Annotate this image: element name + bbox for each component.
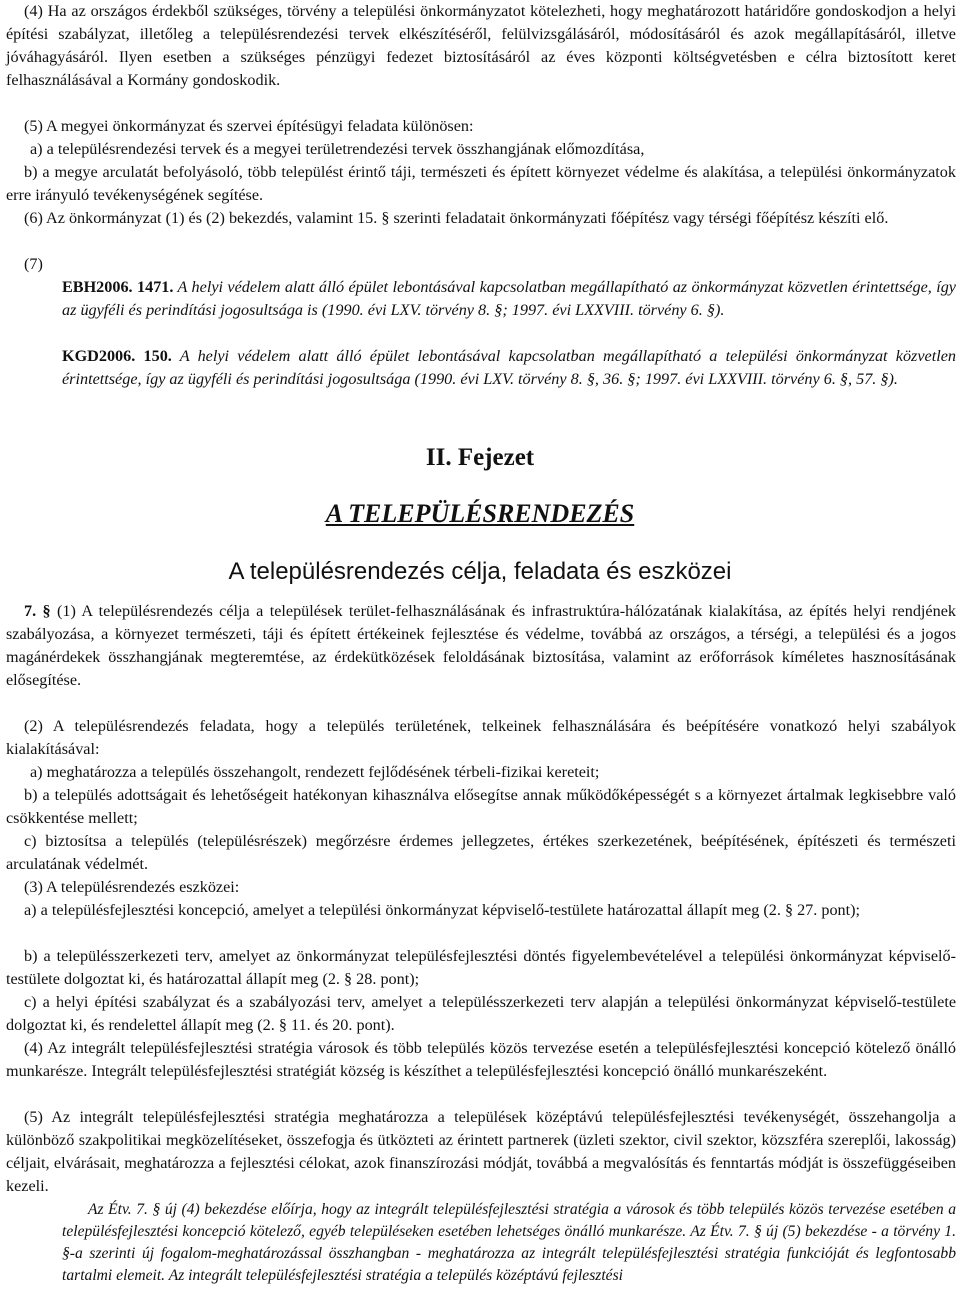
section-7-paragraph-1 [6,600,956,692]
section-7-paragraph-2c: c) biztosítsa a település (településrészek) megőrzésre érdemes jellegzetes, értékes szerkezetének, beépítésének, építészeti és természeti arculatának védelmét. [6,832,956,873]
chapter-title: A TELEPÜLÉSRENDEZÉS [325,499,635,528]
section-number: 7. § [24,602,51,620]
section-7-p1-text: (1) A településrendezés célja a települések terület-felhasználásának és infrastruktúra-hálózatának kialakítása, az építés helyi rendjének szabályozása, a környezet természeti, táji és épített értékeinek fejlesztése és védelme, továbbá az országos, a térségi, a települési és a jogos magánérdekek összhangjának megteremtése, az érdekütközések feloldásának biztosítása, valamint az erőforrások kíméletes hasznosításának elősegítése. [6,602,956,689]
paragraph-5a: a) a településrendezési tervek és a megyei területrendezési tervek összhangjának előmozdítása, [30,140,645,158]
paragraph-5b: b) a megye arculatát befolyásoló, több települést érintő táji, természeti és épített környezet védelme és alakítása, a települési önkormányzatok erre irányuló tevékenységének segítése. [6,163,956,204]
paragraph-4: (4) Ha az országos érdekből szükséges, törvény a települési önkormányzatot kötelezheti, hogy meghatározott határidőre gondoskodjon a helyi építési szabályzat, illetőleg a településrendezési tervek elkészítéséről, felülvizsgálásáról, módosításáról és azok megállapításáról, illetve jóváhagyásáról. Ilyen esetben a szükséges pénzügyi fedezet biztosításáról az éves központi költségvetésben e célra biztosított keret felhasználásával a Kormány gondoskodik. [6,2,956,89]
paragraph-6: (6) Az önkormányzat (1) és (2) bekezdés, valamint 15. § szerinti feladatait önkormányzati főépítész vagy térségi főépítész készíti elő. [24,209,889,227]
case-text-kgd: A helyi védelem alatt álló épület lebontásával kapcsolatban megállapítható a települési önkormányzat közvetlen érintettsége, így az ügyféli és perindítási jogosultsága (1990. évi LXV. törvény 8. §, 36. §; 1997. évi LXXVIII. törvény 6. §, 57. §). [62,347,956,388]
section-7-paragraph-3a: a) a településfejlesztési koncepció, amelyet a települési önkormányzat képviselő-testülete határozattal állapít meg (2. § 27. pont); [24,901,861,919]
section-7-paragraph-2b: b) a település adottságait és lehetőségeit hatékonyan kihasználva elősegítse annak működőképességét s a környezet ártalmak legkisebbre való csökkentése mellett; [6,786,956,827]
paragraph-5: (5) A megyei önkormányzat és szervei építésügyi feladata különösen: [24,117,474,135]
commentary-text: Az Étv. 7. § új (4) bekezdése előírja, hogy az integrált településfejlesztési stratégia a városok és több település közös tervezése esetében a településfejlesztési koncepció kötelező, egyéb településeken esetében lehetséges önálló munkarésze. Az Étv. 7. § új (5) bekezdése - a törvény 1. §-a szerinti új fogalom-meghatározással összhangban - meghatározza az integrált településfejlesztési stratégia funkcióját és legfontosabb tartalmi elemeit. Az integrált településfejlesztési stratégia a település középtávú fejlesztési [62,1201,956,1284]
case-ref-ebh: EBH2006. 1471. [62,278,174,296]
section-7-paragraph-3: (3) A településrendezés eszközei: [24,878,240,896]
case-note-kgd [62,345,956,391]
chapter-subtitle: A településrendezés célja, feladata és eszközei [228,558,732,585]
section-7-paragraph-4: (4) Az integrált településfejlesztési stratégia városok és több település közös tervezése esetén a településfejlesztési koncepció kötelező önálló munkarésze. Integrált településfejlesztési stratégiát község is készíthet a településfejlesztési koncepció önálló munkarészeként. [6,1039,956,1080]
case-text-ebh: A helyi védelem alatt álló épület lebontásával kapcsolatban megállapítható az önkormányzat közvetlen érintettsége, így az ügyféli és perindítási jogosultsága is (1990. évi LXV. törvény 8. §; 1997. évi LXXVIII. törvény 6. §). [62,278,956,319]
paragraph-7-label: (7) [24,255,43,273]
section-7-paragraph-5: (5) Az integrált településfejlesztési stratégia meghatározza a települések középtávú településfejlesztési tevékenységét, összehangolja a különböző szakpolitikai megközelítéseket, összefogja és ütközteti az érintett partnerek (üzleti szektor, civil szektor, közszféra szereplői, lakosság) céljait, elvárásait, meghatározza a fejlesztési célokat, azok finanszírozási módját, továbbá a megvalósítás és fenntartás módját is összefüggéseiben kezeli. [6,1108,956,1195]
section-7-paragraph-3c: c) a helyi építési szabályzat és a szabályozási terv, amelyet a településszerkezeti terv alapján a települési önkormányzat képviselő-testülete dolgoztat ki, és rendelettel állapít meg (2. § 11. és 20. pont). [6,993,956,1034]
section-7-paragraph-2: (2) A településrendezés feladata, hogy a település területének, telkeinek felhasználására és beépítésére vonatkozó helyi szabályok kialakításával: [6,717,956,758]
case-ref-kgd: KGD2006. 150. [62,347,172,365]
case-note-ebh [62,276,956,322]
commentary-note [62,1199,956,1287]
chapter-number: II. Fejezet [425,444,535,471]
section-7-paragraph-3b: b) a településszerkezeti terv, amelyet az önkormányzat településfejlesztési döntés figyelembevételével a települési önkormányzat képviselő-testülete dolgoztat ki, és határozattal állapít meg (2. § 28. pont); [6,947,956,988]
section-7-paragraph-2a: a) meghatározza a település összehangolt, rendezett fejlődésének térbeli-fizikai kereteit; [30,763,600,781]
